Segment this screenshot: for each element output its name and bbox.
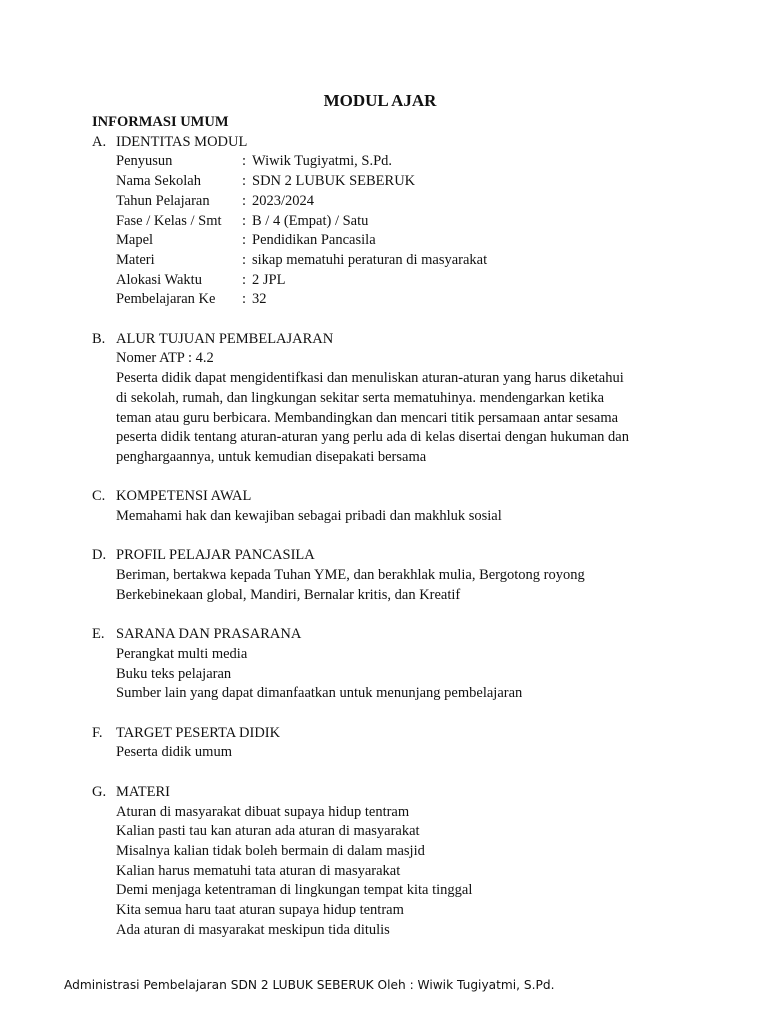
section-heading: PROFIL PELAJAR PANCASILA [116, 547, 315, 564]
identity-value: SDN 2 LUBUK SEBERUK [252, 173, 416, 190]
section [92, 546, 672, 605]
identity-row [116, 251, 672, 271]
identity-label: Alokasi Waktu [116, 271, 202, 288]
section-line: Buku teks pelajaran [116, 665, 232, 682]
section-line: Perangkat multi media [116, 645, 248, 662]
section-line: Kalian pasti tau kan aturan ada aturan di masyarakat [116, 823, 420, 840]
section-line: Peserta didik umum [116, 744, 232, 761]
identity-row [116, 212, 672, 232]
identity-label: Mapel [116, 232, 154, 249]
section [92, 625, 672, 704]
section-line: Kita semua haru taat aturan supaya hidup tentram [116, 902, 404, 919]
identity-row [116, 290, 672, 310]
identity-colon: : [242, 291, 247, 308]
identity-colon: : [242, 173, 247, 190]
section-heading: IDENTITAS MODUL [116, 133, 248, 150]
section-line: Aturan di masyarakat dibuat supaya hidup tentram [116, 803, 410, 820]
section-line: peserta didik tentang aturan-aturan yang perlu ada di kelas disertai dengan hukuman dan [116, 429, 629, 446]
section-spacer [92, 468, 672, 488]
document-title: MODUL AJAR [323, 91, 437, 110]
identity-value: 2 JPL [252, 271, 286, 288]
section-letter: A. [92, 133, 107, 150]
identity-value: B / 4 (Empat) / Satu [252, 212, 369, 229]
section [92, 330, 672, 468]
section-heading: SARANA DAN PRASARANA [116, 626, 302, 643]
section-heading: ALUR TUJUAN PEMBELAJARAN [116, 330, 334, 347]
section-letter: C. [92, 488, 106, 505]
identity-colon: : [242, 251, 247, 268]
section-line: Sumber lain yang dapat dimanfaatkan untuk menunjang pembelajaran [116, 685, 523, 702]
section-letter: E. [92, 626, 105, 643]
document-body [92, 113, 672, 940]
section-line: Nomer ATP : 4.2 [116, 350, 214, 367]
sections-list [92, 310, 672, 940]
identity-row [116, 231, 672, 251]
section-letter: B. [92, 330, 106, 347]
identity-label: Penyusun [116, 153, 173, 170]
identity-colon: : [242, 271, 247, 288]
identity-label: Pembelajaran Ke [116, 291, 216, 308]
section-spacer [92, 704, 672, 724]
section-line: Demi menjaga ketentraman di lingkungan tempat kita tinggal [116, 882, 473, 899]
section-line: Ada aturan di masyarakat meskipun tida ditulis [116, 921, 390, 938]
section-line: Beriman, bertakwa kepada Tuhan YME, dan berakhlak mulia, Bergotong royong [116, 567, 585, 584]
section-heading: TARGET PESERTA DIDIK [116, 724, 281, 741]
identity-row [116, 192, 672, 212]
identity-label: Nama Sekolah [116, 173, 201, 190]
section-spacer [92, 527, 672, 547]
section-line: teman atau guru berbicara. Membandingkan dan mencari titik persamaan antar sesama [116, 409, 619, 426]
page-footer: Administrasi Pembelajaran SDN 2 LUBUK SEBERUK Oleh : Wiwik Tugiyatmi, S.Pd. [64, 978, 555, 992]
section-letter: G. [92, 783, 107, 800]
section-letter: F. [92, 724, 103, 741]
identity-row [116, 271, 672, 291]
section-identitas-modul [92, 133, 672, 310]
identity-label: Materi [116, 251, 155, 268]
section-line: Berkebinekaan global, Mandiri, Bernalar kritis, dan Kreatif [116, 586, 461, 603]
identity-label: Fase / Kelas / Smt [116, 212, 222, 229]
section-line: Peserta didik dapat mengidentifkasi dan menuliskan aturan-aturan yang harus diketahui [116, 370, 624, 387]
section [92, 783, 672, 941]
section-letter: D. [92, 547, 107, 564]
identity-value: Pendidikan Pancasila [252, 232, 376, 249]
section-line: di sekolah, rumah, dan lingkungan sekitar serta mematuhinya. mendengarkan ketika [116, 389, 605, 406]
identity-row [116, 172, 672, 192]
identity-colon: : [242, 212, 247, 229]
section-spacer [92, 310, 672, 330]
identity-value: 32 [252, 291, 267, 308]
identity-value: Wiwik Tugiyatmi, S.Pd. [252, 153, 393, 170]
identity-table [116, 152, 672, 310]
section-line: penghargaannya, untuk kemudian disepakati bersama [116, 448, 427, 465]
section-spacer [92, 606, 672, 626]
identity-row [116, 152, 672, 172]
section-line: Kalian harus mematuhi tata aturan di masyarakat [116, 862, 401, 879]
identity-label: Tahun Pelajaran [116, 192, 210, 209]
identity-colon: : [242, 192, 247, 209]
section-heading: MATERI [116, 783, 170, 800]
section [92, 487, 672, 526]
identity-value: sikap mematuhi peraturan di masyarakat [252, 251, 488, 268]
section-line: Misalnya kalian tidak boleh bermain di dalam masjid [116, 842, 425, 859]
info-heading: INFORMASI UMUM [92, 114, 229, 130]
identity-value: 2023/2024 [252, 192, 315, 209]
section-spacer [92, 763, 672, 783]
identity-colon: : [242, 153, 247, 170]
section-heading: KOMPETENSI AWAL [116, 488, 252, 505]
identity-colon: : [242, 232, 247, 249]
section-line: Memahami hak dan kewajiban sebagai pribadi dan makhluk sosial [116, 508, 502, 525]
section [92, 724, 672, 763]
